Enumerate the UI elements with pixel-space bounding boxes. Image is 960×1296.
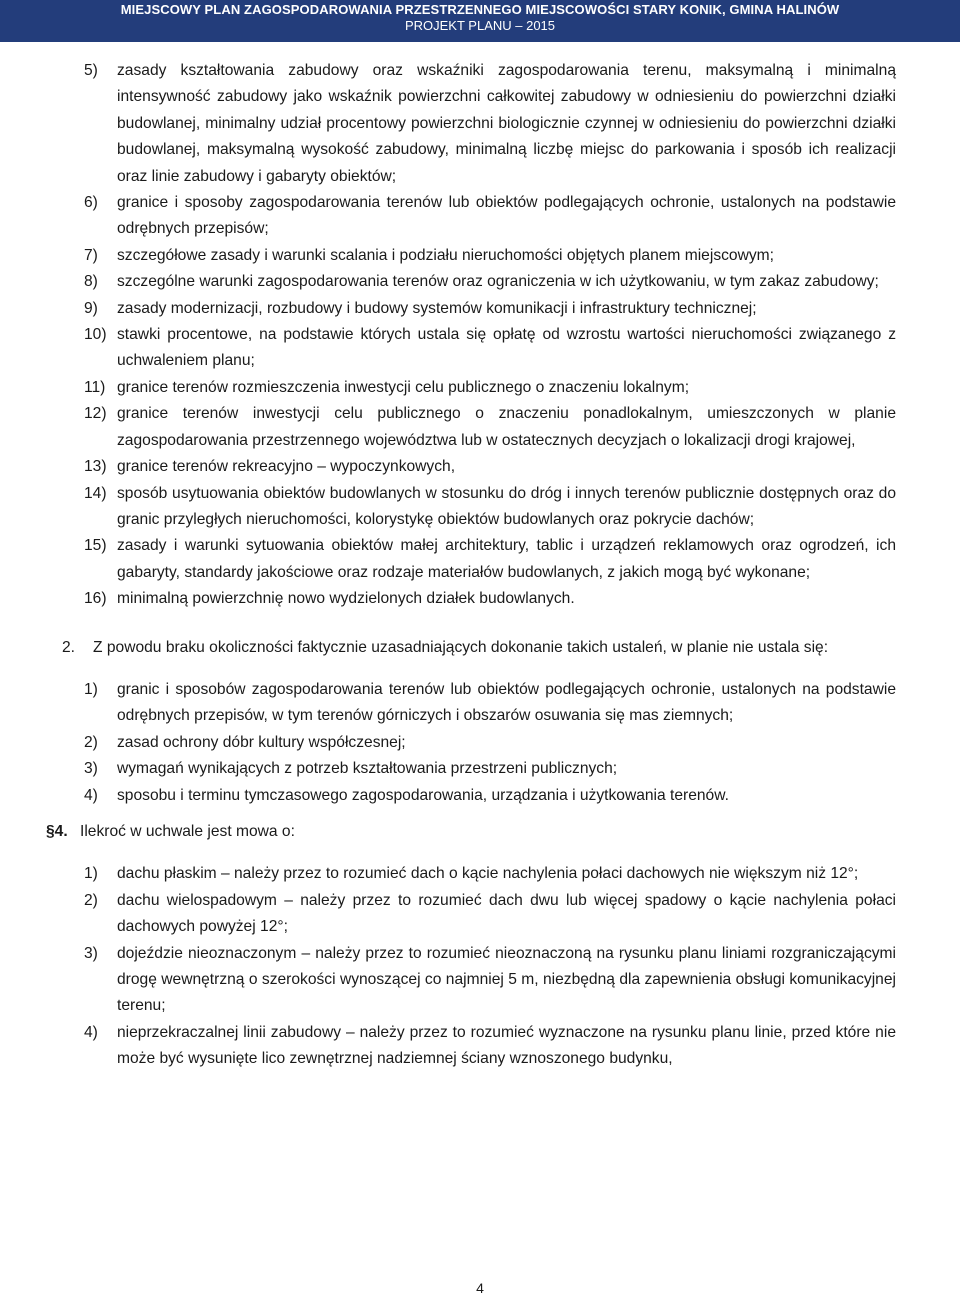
list-item-text: nieprzekraczalnej linii zabudowy – należy przez to rozumieć wyznaczone na rysunku planu linie, przed które nie może być wysunięte lico zewnętrznej nadziemnej ściany wznoszonego budynku, bbox=[117, 1023, 896, 1068]
list-item-text: dojeździe nieoznaczonym – należy przez to rozumieć nieoznaczoną na rysunku planu liniami rozgraniczającymi drogę wewnętrzną o szerokości wynoszącej co najmniej 5 m, niezbędną dla zapewnienia obsługi komunikacyjnej terenu; bbox=[117, 944, 896, 1015]
page-number: 4 bbox=[476, 1280, 484, 1296]
list-item-number: 4) bbox=[84, 786, 98, 804]
list-item bbox=[0, 322, 960, 375]
list-item bbox=[0, 730, 960, 756]
list-item-text: dachu płaskim – należy przez to rozumieć dach o kącie nachylenia połaci dachowych nie większym niż 12°; bbox=[117, 865, 859, 883]
list-item bbox=[0, 533, 960, 586]
list-item-text: sposób usytuowania obiektów budowlanych w stosunku do dróg i innych terenów publicznie dostępnych oraz do granic przyległych nieruchomości, kolorystykę obiektów budowlanych oraz pokrycie dachów; bbox=[117, 484, 896, 528]
list-item-number: 11) bbox=[84, 378, 106, 396]
list-item-text: granice terenów rozmieszczenia inwestycji celu publicznego o znaczeniu lokalnym; bbox=[117, 378, 690, 396]
list-item bbox=[0, 941, 960, 1020]
list-item bbox=[0, 783, 960, 809]
list-item-number: 3) bbox=[84, 760, 98, 778]
list-item-text: granice terenów rekreacyjno – wypoczynkowych, bbox=[117, 458, 456, 476]
list-item-text: minimalną powierzchnię nowo wydzielonych działek budowlanych. bbox=[117, 590, 575, 608]
list-item-text: stawki procentowe, na podstawie których ustala się opłatę od wzrostu wartości nieruchomości związanego z uchwaleniem planu; bbox=[117, 326, 896, 370]
list-item-number: 1) bbox=[84, 865, 98, 883]
list-item-number: 2) bbox=[84, 733, 98, 751]
list-item-text: zasad ochrony dóbr kultury współczesnej; bbox=[117, 733, 406, 751]
list-item-text: granic i sposobów zagospodarowania terenów lub obiektów podlegających ochronie, ustalonych na podstawie odrębnych przepisów, w tym terenów górniczych i obszarów osuwania się mas ziemnych; bbox=[117, 680, 896, 725]
list-section-1 bbox=[0, 58, 960, 613]
list-item-text: zasady modernizacji, rozbudowy i budowy systemów komunikacji i infrastruktury technicznej; bbox=[117, 299, 757, 317]
list-item-text: szczególne warunki zagospodarowania terenów oraz ograniczenia w ich użytkowaniu, w tym zakaz zabudowy; bbox=[117, 273, 879, 291]
list-item bbox=[0, 296, 960, 322]
list-item-text: sposobu i terminu tymczasowego zagospodarowania, urządzania i użytkowania terenów. bbox=[117, 786, 729, 804]
list-item-number: 16) bbox=[84, 590, 107, 608]
list-section-2 bbox=[0, 677, 960, 809]
section-4-text: Ilekroć w uchwale jest mowa o: bbox=[80, 822, 295, 840]
list-item-number: 1) bbox=[84, 680, 98, 698]
list-item-number: 9) bbox=[84, 299, 98, 317]
list-item-number: 2) bbox=[84, 891, 98, 909]
list-item-number: 12) bbox=[84, 405, 107, 423]
list-item bbox=[0, 454, 960, 480]
paragraph-2 bbox=[0, 635, 960, 661]
list-item-text: wymagań wynikających z potrzeb kształtowania przestrzeni publicznych; bbox=[117, 760, 618, 778]
list-item bbox=[0, 677, 960, 730]
list-item bbox=[0, 888, 960, 941]
document-body bbox=[0, 58, 960, 1073]
list-item bbox=[0, 401, 960, 454]
list-item-number: 3) bbox=[84, 944, 98, 962]
list-item bbox=[0, 861, 960, 887]
list-item bbox=[0, 243, 960, 269]
list-item-text: granice terenów inwestycji celu publicznego o znaczeniu ponadlokalnym, umieszczonych w planie zagospodarowania przestrzennego województwa lub w ostatecznych decyzjach o lokalizacji drogi krajowej, bbox=[117, 405, 896, 449]
paragraph-2-text: Z powodu braku okoliczności faktycznie uzasadniających dokonanie takich ustaleń, w planie nie ustala się: bbox=[93, 638, 829, 656]
header-title: MIEJSCOWY PLAN ZAGOSPODAROWANIA PRZESTRZENNEGO MIEJSCOWOŚCI STARY KONIK, GMINA HALINÓW bbox=[120, 2, 840, 17]
section-4 bbox=[0, 819, 960, 845]
list-item-text: dachu wielospadowym – należy przez to rozumieć dach dwu lub więcej spadowy o kącie nachylenia połaci dachowych powyżej 12°; bbox=[117, 891, 896, 936]
list-item-number: 8) bbox=[84, 273, 98, 291]
list-item bbox=[0, 756, 960, 782]
list-item-number: 15) bbox=[84, 537, 107, 555]
list-item-number: 14) bbox=[84, 484, 107, 502]
list-item bbox=[0, 269, 960, 295]
list-item bbox=[0, 586, 960, 612]
section-4-label: §4. bbox=[46, 822, 68, 840]
header-subtitle: PROJEKT PLANU – 2015 bbox=[404, 18, 556, 33]
list-item bbox=[0, 375, 960, 401]
list-item-text: zasady i warunki sytuowania obiektów małej architektury, tablic i urządzeń reklamowych oraz ogrodzeń, ich gabaryty, standardy jakościowe oraz rodzaje materiałów budowlanych, z jakich mogą być wykonane; bbox=[117, 537, 896, 581]
list-item bbox=[0, 481, 960, 534]
list-item-text: szczegółowe zasady i warunki scalania i podziału nieruchomości objętych planem miejscowym; bbox=[117, 246, 774, 264]
paragraph-2-number: 2. bbox=[62, 638, 76, 656]
list-section-3 bbox=[0, 861, 960, 1072]
list-item bbox=[0, 190, 960, 243]
list-item-text: zasady kształtowania zabudowy oraz wskaźniki zagospodarowania terenu, maksymalną i minimalną intensywność zabudowy jako wskaźnik powierzchni całkowitej zabudowy w odniesieniu do powierzchni działki budowlanej, minimalny udział procentowy powierzchni biologicznie czynnej w odniesieniu do powierzchni działki budowlanej, maksymalną wysokość zabudowy, minimalną liczbę miejsc do parkowania i sposób ich realizacji oraz linie zabudowy i gabaryty obiektów; bbox=[117, 62, 896, 185]
document-header bbox=[0, 0, 960, 42]
list-item-number: 5) bbox=[84, 62, 98, 79]
list-item-number: 13) bbox=[84, 458, 107, 476]
list-item-number: 6) bbox=[84, 194, 98, 212]
list-item-number: 10) bbox=[84, 326, 107, 344]
list-item bbox=[0, 1020, 960, 1073]
list-item bbox=[0, 58, 960, 190]
list-item-text: granice i sposoby zagospodarowania terenów lub obiektów podlegających ochronie, ustalonych na podstawie odrębnych przepisów; bbox=[117, 194, 896, 238]
list-item-number: 7) bbox=[84, 246, 98, 264]
list-item-number: 4) bbox=[84, 1023, 98, 1041]
